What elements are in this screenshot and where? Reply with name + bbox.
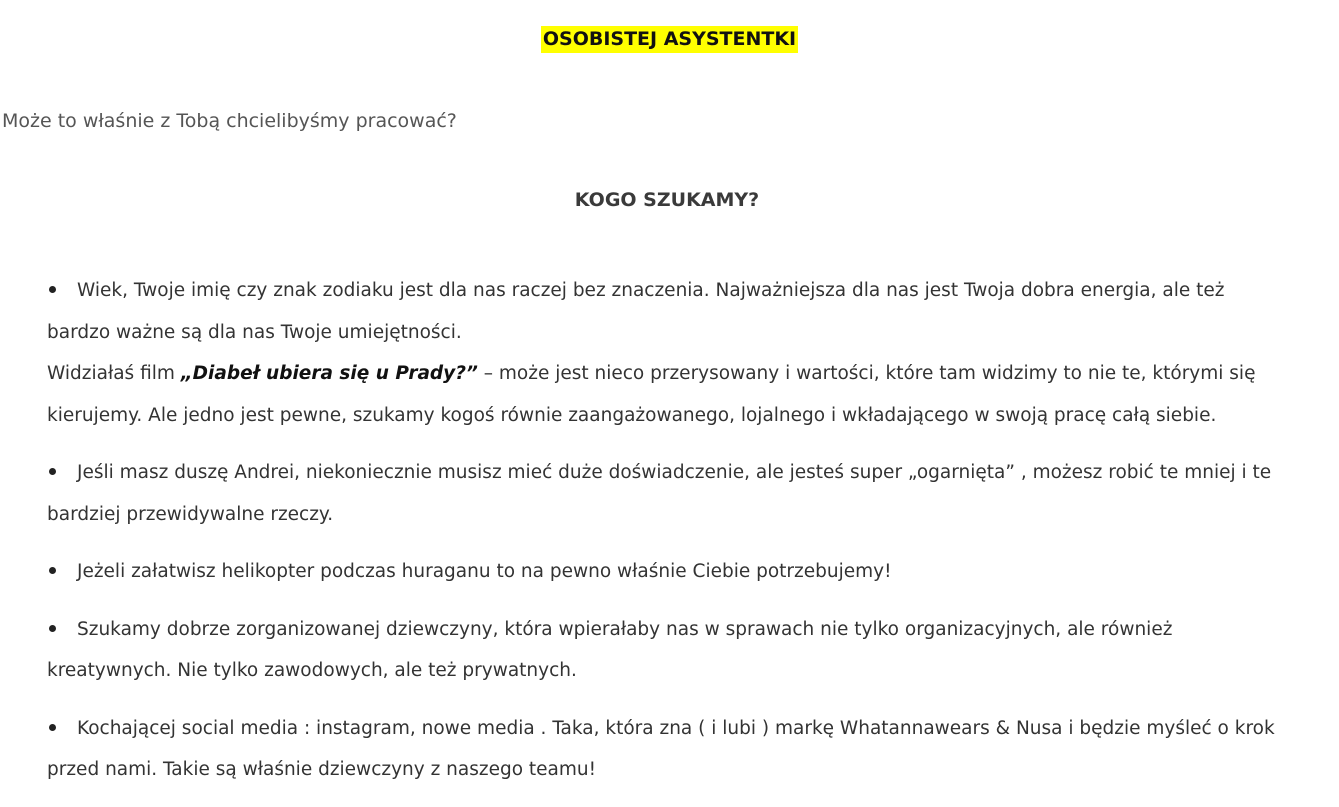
list-item-line <box>47 353 1337 395</box>
bullet-icon <box>49 286 56 293</box>
list-item-line <box>47 708 1337 750</box>
bullet-icon <box>49 468 56 475</box>
page-title: OSOBISTEJ ASYSTENTKI <box>541 26 798 53</box>
list-item-text: Jeżeli załatwisz helikopter podczas huraganu to na pewno właśnie Ciebie potrzebujemy! <box>77 561 892 582</box>
bullet-icon <box>49 567 56 574</box>
list-item <box>47 708 1337 791</box>
list-item-line: kreatywnych. Nie tylko zawodowych, ale też prywatnych. <box>47 660 577 681</box>
list-item-line: bardzo ważne są dla nas Twoje umiejętności. <box>47 321 462 343</box>
list-item-text: Kochającej social media : instagram, nowe media . Taka, która zna ( i lubi ) markę Whatannawears & Nusa i będzie myśleć o krok <box>77 717 1275 739</box>
film-prefix-text: Widziałaś film <box>47 363 181 384</box>
film-title: „Diabeł ubiera się u Prady?” <box>180 363 478 384</box>
intro-text: Może to właśnie z Tobą chcielibyśmy pracować? <box>2 110 457 132</box>
list-item-line <box>47 609 1337 651</box>
bullet-icon <box>49 625 56 632</box>
list-item-line <box>47 270 1337 312</box>
title-wrapper <box>0 26 1339 53</box>
list-item <box>47 551 1337 593</box>
bullet-icon <box>49 724 56 731</box>
requirements-list <box>47 270 1337 807</box>
list-item <box>47 609 1337 692</box>
list-item-text: Jeśli masz duszę Andrei, niekoniecznie musisz mieć duże doświadczenie, ale jesteś super „ogarnięta” , możesz robić te mniej i te <box>77 462 1272 483</box>
list-item-line: bardziej przewidywalne rzeczy. <box>47 503 334 525</box>
list-item-line: przed nami. Takie są właśnie dziewczyny z naszego teamu! <box>47 759 597 780</box>
list-item-text: Szukamy dobrze zorganizowanej dziewczyny, która wpierałaby nas w sprawach nie tylko organizacyjnych, ale również <box>77 618 1173 640</box>
section-heading-wrapper <box>0 187 1339 213</box>
list-item <box>47 452 1337 535</box>
list-item-line <box>47 452 1337 494</box>
section-heading: KOGO SZUKAMY? <box>574 189 760 211</box>
list-item-line <box>47 551 1337 593</box>
list-item-text: Wiek, Twoje imię czy znak zodiaku jest dla nas raczej bez znaczenia. Najważniejsza dla nas jest Twoja dobra energia, ale też <box>77 280 1225 301</box>
film-suffix-text: – może jest nieco przerysowany i wartości, które tam widzimy to nie te, którymi się <box>477 363 1256 384</box>
list-item <box>47 270 1337 436</box>
list-item-line: kierujemy. Ale jedno jest pewne, szukamy kogoś równie zaangażowanego, lojalnego i wkładającego w swoją pracę całą siebie. <box>47 404 1217 426</box>
